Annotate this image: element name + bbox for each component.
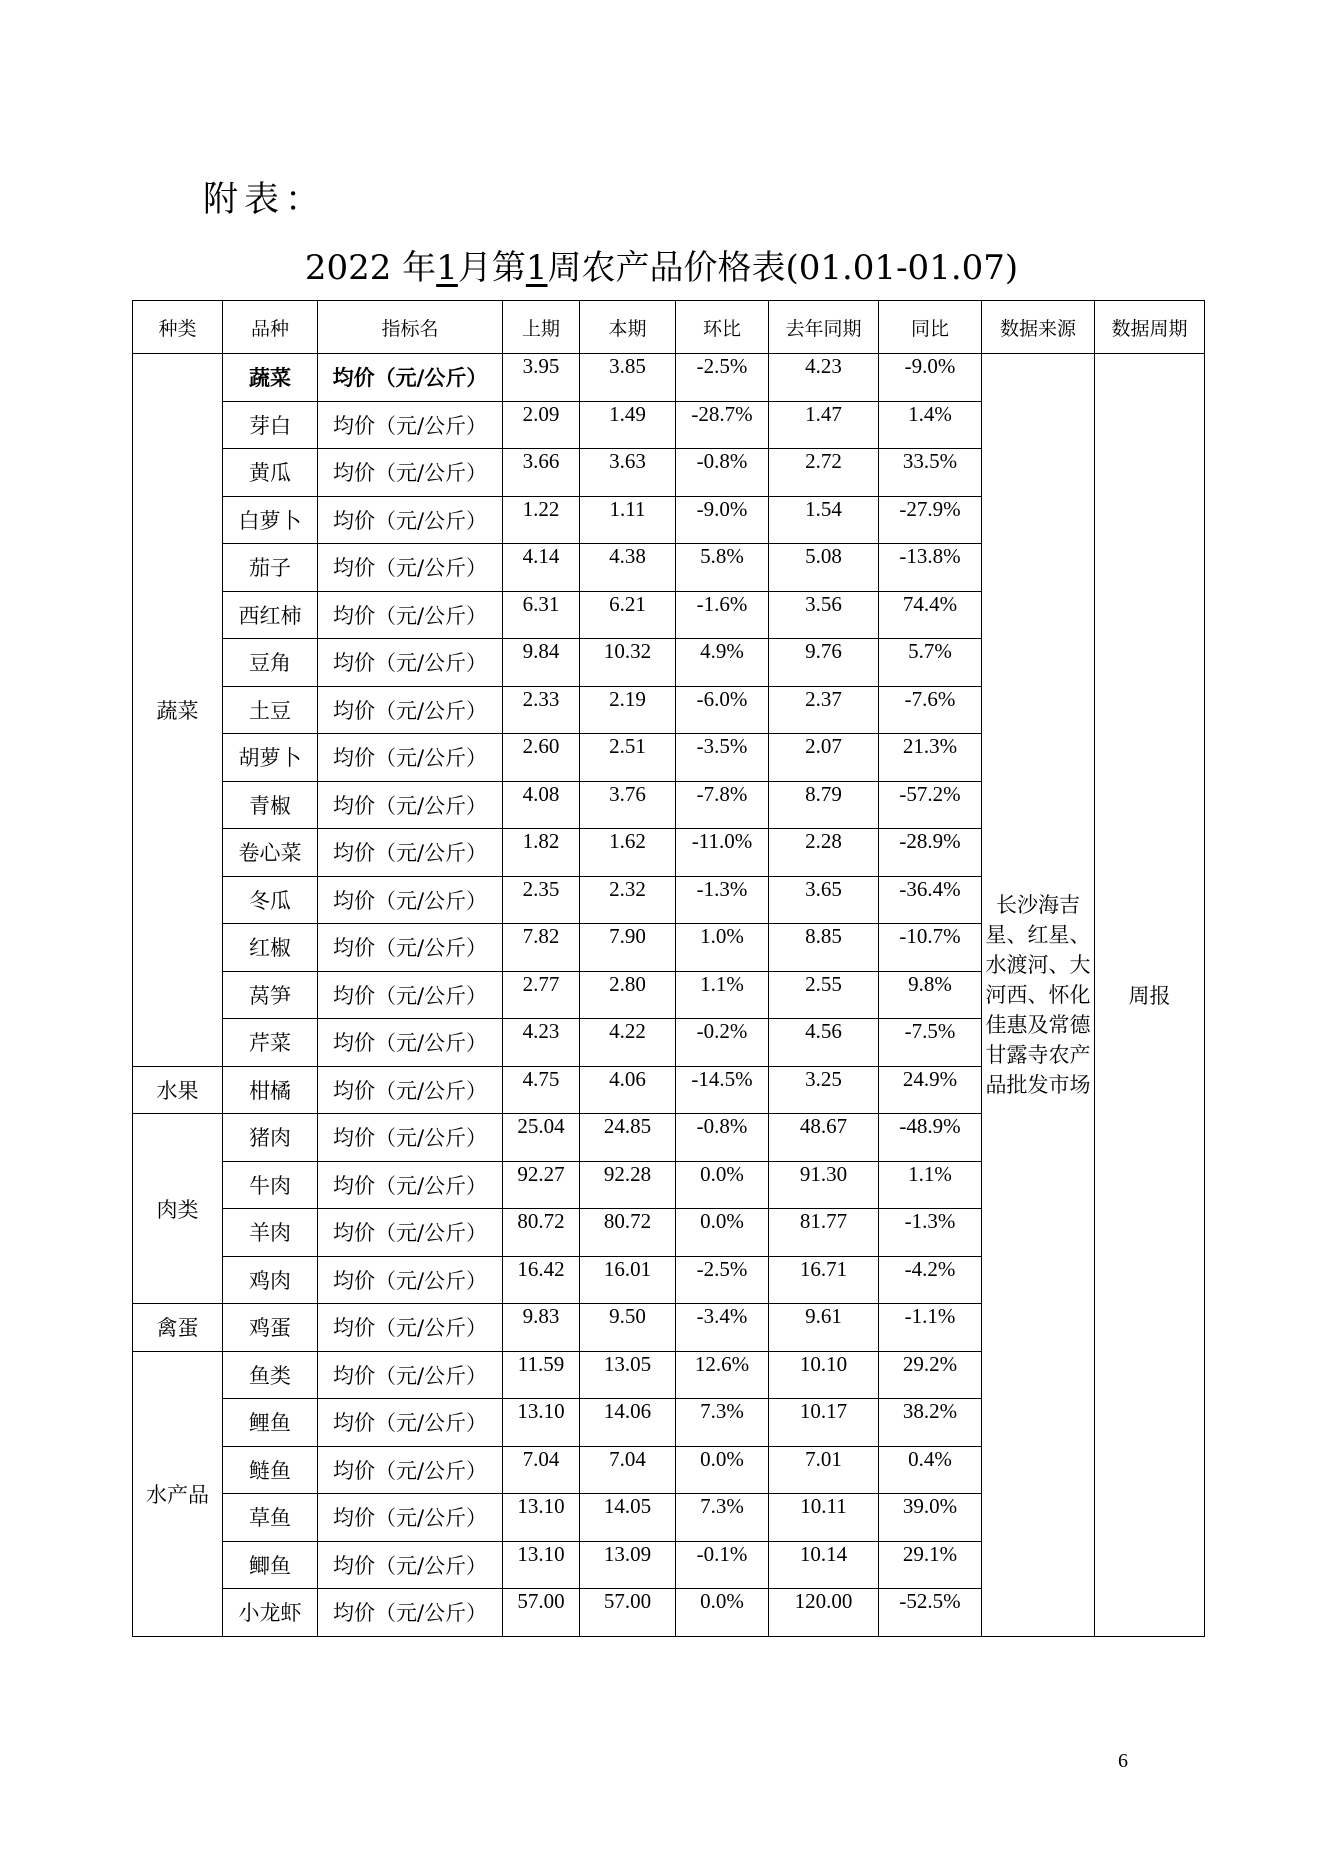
indicator-cell: 均价（元/公斤） <box>318 1161 503 1209</box>
item-cell: 柑橘 <box>223 1066 318 1114</box>
yoy-cell: -10.7% <box>879 924 982 972</box>
header-yoy: 同比 <box>879 301 982 354</box>
indicator-cell: 均价（元/公斤） <box>318 354 503 402</box>
prev-cell: 4.08 <box>503 781 580 829</box>
page-number: 6 <box>1118 1750 1128 1772</box>
item-cell: 鱼类 <box>223 1351 318 1399</box>
item-cell: 土豆 <box>223 686 318 734</box>
mom-cell: -0.8% <box>676 449 769 497</box>
title-week: 1 <box>525 248 548 288</box>
last-year-cell: 2.55 <box>769 971 879 1019</box>
last-year-cell: 4.56 <box>769 1019 879 1067</box>
category-cell: 蔬菜 <box>133 354 223 1067</box>
curr-cell: 7.90 <box>580 924 676 972</box>
last-year-cell: 2.72 <box>769 449 879 497</box>
curr-cell: 6.21 <box>580 591 676 639</box>
yoy-cell: 29.1% <box>879 1541 982 1589</box>
prev-cell: 3.95 <box>503 354 580 402</box>
prev-cell: 2.35 <box>503 876 580 924</box>
prev-cell: 13.10 <box>503 1399 580 1447</box>
yoy-cell: 24.9% <box>879 1066 982 1114</box>
header-indicator: 指标名 <box>318 301 503 354</box>
indicator-cell: 均价（元/公斤） <box>318 1589 503 1637</box>
mom-cell: -3.4% <box>676 1304 769 1352</box>
last-year-cell: 16.71 <box>769 1256 879 1304</box>
item-cell: 蔬菜 <box>223 354 318 402</box>
prev-cell: 1.82 <box>503 829 580 877</box>
indicator-cell: 均价（元/公斤） <box>318 829 503 877</box>
category-cell: 水果 <box>133 1066 223 1114</box>
mom-cell: 0.0% <box>676 1161 769 1209</box>
curr-cell: 10.32 <box>580 639 676 687</box>
indicator-cell: 均价（元/公斤） <box>318 639 503 687</box>
curr-cell: 80.72 <box>580 1209 676 1257</box>
price-table <box>132 300 1205 1637</box>
item-cell: 鸡肉 <box>223 1256 318 1304</box>
header-curr: 本期 <box>580 301 676 354</box>
last-year-cell: 8.85 <box>769 924 879 972</box>
last-year-cell: 3.65 <box>769 876 879 924</box>
yoy-cell: -1.3% <box>879 1209 982 1257</box>
indicator-cell: 均价（元/公斤） <box>318 1351 503 1399</box>
indicator-cell: 均价（元/公斤） <box>318 971 503 1019</box>
table-body <box>133 354 1205 1637</box>
prev-cell: 13.10 <box>503 1494 580 1542</box>
indicator-cell: 均价（元/公斤） <box>318 876 503 924</box>
prev-cell: 1.22 <box>503 496 580 544</box>
item-cell: 豆角 <box>223 639 318 687</box>
last-year-cell: 120.00 <box>769 1589 879 1637</box>
yoy-cell: 0.4% <box>879 1446 982 1494</box>
table-row <box>133 354 1205 402</box>
curr-cell: 4.38 <box>580 544 676 592</box>
curr-cell: 1.49 <box>580 401 676 449</box>
indicator-cell: 均价（元/公斤） <box>318 1494 503 1542</box>
header-mom: 环比 <box>676 301 769 354</box>
curr-cell: 24.85 <box>580 1114 676 1162</box>
yoy-cell: 5.7% <box>879 639 982 687</box>
indicator-cell: 均价（元/公斤） <box>318 734 503 782</box>
item-cell: 草鱼 <box>223 1494 318 1542</box>
item-cell: 莴笋 <box>223 971 318 1019</box>
last-year-cell: 8.79 <box>769 781 879 829</box>
indicator-cell: 均价（元/公斤） <box>318 1019 503 1067</box>
header-row <box>133 301 1205 354</box>
item-cell: 牛肉 <box>223 1161 318 1209</box>
item-cell: 青椒 <box>223 781 318 829</box>
curr-cell: 57.00 <box>580 1589 676 1637</box>
item-cell: 羊肉 <box>223 1209 318 1257</box>
yoy-cell: -52.5% <box>879 1589 982 1637</box>
item-cell: 卷心菜 <box>223 829 318 877</box>
curr-cell: 1.62 <box>580 829 676 877</box>
last-year-cell: 2.07 <box>769 734 879 782</box>
prev-cell: 9.84 <box>503 639 580 687</box>
last-year-cell: 10.10 <box>769 1351 879 1399</box>
item-cell: 鲤鱼 <box>223 1399 318 1447</box>
indicator-cell: 均价（元/公斤） <box>318 1304 503 1352</box>
last-year-cell: 10.14 <box>769 1541 879 1589</box>
curr-cell: 2.19 <box>580 686 676 734</box>
last-year-cell: 5.08 <box>769 544 879 592</box>
item-cell: 白萝卜 <box>223 496 318 544</box>
item-cell: 冬瓜 <box>223 876 318 924</box>
indicator-cell: 均价（元/公斤） <box>318 1399 503 1447</box>
indicator-cell: 均价（元/公斤） <box>318 496 503 544</box>
item-cell: 黄瓜 <box>223 449 318 497</box>
item-cell: 鲫鱼 <box>223 1541 318 1589</box>
yoy-cell: 74.4% <box>879 591 982 639</box>
mom-cell: 1.1% <box>676 971 769 1019</box>
last-year-cell: 2.37 <box>769 686 879 734</box>
curr-cell: 2.32 <box>580 876 676 924</box>
mom-cell: -3.5% <box>676 734 769 782</box>
prev-cell: 2.33 <box>503 686 580 734</box>
yoy-cell: -7.5% <box>879 1019 982 1067</box>
last-year-cell: 9.61 <box>769 1304 879 1352</box>
header-prev: 上期 <box>503 301 580 354</box>
curr-cell: 4.06 <box>580 1066 676 1114</box>
mom-cell: -0.1% <box>676 1541 769 1589</box>
prev-cell: 2.77 <box>503 971 580 1019</box>
prev-cell: 4.75 <box>503 1066 580 1114</box>
yoy-cell: 33.5% <box>879 449 982 497</box>
curr-cell: 13.09 <box>580 1541 676 1589</box>
prev-cell: 7.82 <box>503 924 580 972</box>
mom-cell: 1.0% <box>676 924 769 972</box>
item-cell: 芹菜 <box>223 1019 318 1067</box>
appendix-label: 附表： <box>203 180 327 220</box>
mom-cell: -14.5% <box>676 1066 769 1114</box>
indicator-cell: 均价（元/公斤） <box>318 449 503 497</box>
yoy-cell: 38.2% <box>879 1399 982 1447</box>
mom-cell: 0.0% <box>676 1589 769 1637</box>
mom-cell: -9.0% <box>676 496 769 544</box>
yoy-cell: -4.2% <box>879 1256 982 1304</box>
yoy-cell: -57.2% <box>879 781 982 829</box>
prev-cell: 4.14 <box>503 544 580 592</box>
mom-cell: -7.8% <box>676 781 769 829</box>
period-cell: 周报 <box>1095 354 1205 1637</box>
prev-cell: 11.59 <box>503 1351 580 1399</box>
curr-cell: 3.85 <box>580 354 676 402</box>
mom-cell: -0.8% <box>676 1114 769 1162</box>
last-year-cell: 4.23 <box>769 354 879 402</box>
mom-cell: 4.9% <box>676 639 769 687</box>
item-cell: 鸡蛋 <box>223 1304 318 1352</box>
indicator-cell: 均价（元/公斤） <box>318 1541 503 1589</box>
last-year-cell: 10.11 <box>769 1494 879 1542</box>
last-year-cell: 10.17 <box>769 1399 879 1447</box>
indicator-cell: 均价（元/公斤） <box>318 1446 503 1494</box>
mom-cell: -28.7% <box>676 401 769 449</box>
last-year-cell: 7.01 <box>769 1446 879 1494</box>
yoy-cell: -48.9% <box>879 1114 982 1162</box>
item-cell: 猪肉 <box>223 1114 318 1162</box>
prev-cell: 4.23 <box>503 1019 580 1067</box>
curr-cell: 1.11 <box>580 496 676 544</box>
yoy-cell: -28.9% <box>879 829 982 877</box>
prev-cell: 9.83 <box>503 1304 580 1352</box>
mom-cell: 5.8% <box>676 544 769 592</box>
header-period: 数据周期 <box>1095 301 1205 354</box>
curr-cell: 2.80 <box>580 971 676 1019</box>
header-last-year: 去年同期 <box>769 301 879 354</box>
yoy-cell: -13.8% <box>879 544 982 592</box>
last-year-cell: 91.30 <box>769 1161 879 1209</box>
prev-cell: 57.00 <box>503 1589 580 1637</box>
category-cell: 肉类 <box>133 1114 223 1304</box>
curr-cell: 13.05 <box>580 1351 676 1399</box>
curr-cell: 3.76 <box>580 781 676 829</box>
curr-cell: 9.50 <box>580 1304 676 1352</box>
prev-cell: 6.31 <box>503 591 580 639</box>
yoy-cell: 39.0% <box>879 1494 982 1542</box>
source-cell: 长沙海吉星、红星、水渡河、大河西、怀化佳惠及常德甘露寺农产品批发市场 <box>982 354 1095 1637</box>
prev-cell: 80.72 <box>503 1209 580 1257</box>
last-year-cell: 1.54 <box>769 496 879 544</box>
item-cell: 西红柿 <box>223 591 318 639</box>
indicator-cell: 均价（元/公斤） <box>318 591 503 639</box>
item-cell: 小龙虾 <box>223 1589 318 1637</box>
last-year-cell: 81.77 <box>769 1209 879 1257</box>
prev-cell: 25.04 <box>503 1114 580 1162</box>
indicator-cell: 均价（元/公斤） <box>318 781 503 829</box>
item-cell: 茄子 <box>223 544 318 592</box>
last-year-cell: 3.56 <box>769 591 879 639</box>
header-category: 种类 <box>133 301 223 354</box>
mom-cell: 12.6% <box>676 1351 769 1399</box>
document-title <box>0 240 1323 289</box>
item-cell: 鲢鱼 <box>223 1446 318 1494</box>
yoy-cell: -1.1% <box>879 1304 982 1352</box>
item-cell: 芽白 <box>223 401 318 449</box>
mom-cell: -2.5% <box>676 1256 769 1304</box>
mom-cell: 7.3% <box>676 1494 769 1542</box>
mom-cell: 7.3% <box>676 1399 769 1447</box>
prev-cell: 92.27 <box>503 1161 580 1209</box>
indicator-cell: 均价（元/公斤） <box>318 544 503 592</box>
curr-cell: 3.63 <box>580 449 676 497</box>
category-cell: 水产品 <box>133 1351 223 1636</box>
title-year: 2022 年 <box>304 248 437 288</box>
indicator-cell: 均价（元/公斤） <box>318 686 503 734</box>
category-cell: 禽蛋 <box>133 1304 223 1352</box>
mom-cell: -6.0% <box>676 686 769 734</box>
curr-cell: 14.06 <box>580 1399 676 1447</box>
indicator-cell: 均价（元/公斤） <box>318 1114 503 1162</box>
yoy-cell: -7.6% <box>879 686 982 734</box>
last-year-cell: 2.28 <box>769 829 879 877</box>
title-rest: 周农产品价格表(01.01-01.07) <box>547 248 1019 288</box>
item-cell: 胡萝卜 <box>223 734 318 782</box>
last-year-cell: 48.67 <box>769 1114 879 1162</box>
prev-cell: 2.09 <box>503 401 580 449</box>
indicator-cell: 均价（元/公斤） <box>318 1256 503 1304</box>
yoy-cell: 1.4% <box>879 401 982 449</box>
mom-cell: -1.3% <box>676 876 769 924</box>
mom-cell: -1.6% <box>676 591 769 639</box>
curr-cell: 92.28 <box>580 1161 676 1209</box>
indicator-cell: 均价（元/公斤） <box>318 1209 503 1257</box>
last-year-cell: 3.25 <box>769 1066 879 1114</box>
yoy-cell: 29.2% <box>879 1351 982 1399</box>
indicator-cell: 均价（元/公斤） <box>318 401 503 449</box>
mom-cell: 0.0% <box>676 1209 769 1257</box>
yoy-cell: -27.9% <box>879 496 982 544</box>
indicator-cell: 均价（元/公斤） <box>318 1066 503 1114</box>
prev-cell: 2.60 <box>503 734 580 782</box>
last-year-cell: 1.47 <box>769 401 879 449</box>
curr-cell: 2.51 <box>580 734 676 782</box>
yoy-cell: -9.0% <box>879 354 982 402</box>
mom-cell: -2.5% <box>676 354 769 402</box>
mom-cell: -0.2% <box>676 1019 769 1067</box>
indicator-cell: 均价（元/公斤） <box>318 924 503 972</box>
last-year-cell: 9.76 <box>769 639 879 687</box>
yoy-cell: 21.3% <box>879 734 982 782</box>
header-item: 品种 <box>223 301 318 354</box>
curr-cell: 4.22 <box>580 1019 676 1067</box>
title-month: 1 <box>436 248 458 288</box>
header-source: 数据来源 <box>982 301 1095 354</box>
yoy-cell: 1.1% <box>879 1161 982 1209</box>
curr-cell: 7.04 <box>580 1446 676 1494</box>
prev-cell: 16.42 <box>503 1256 580 1304</box>
prev-cell: 7.04 <box>503 1446 580 1494</box>
mom-cell: 0.0% <box>676 1446 769 1494</box>
yoy-cell: 9.8% <box>879 971 982 1019</box>
curr-cell: 16.01 <box>580 1256 676 1304</box>
item-cell: 红椒 <box>223 924 318 972</box>
mom-cell: -11.0% <box>676 829 769 877</box>
title-week-prefix: 月第 <box>457 248 526 288</box>
curr-cell: 14.05 <box>580 1494 676 1542</box>
prev-cell: 13.10 <box>503 1541 580 1589</box>
yoy-cell: -36.4% <box>879 876 982 924</box>
prev-cell: 3.66 <box>503 449 580 497</box>
